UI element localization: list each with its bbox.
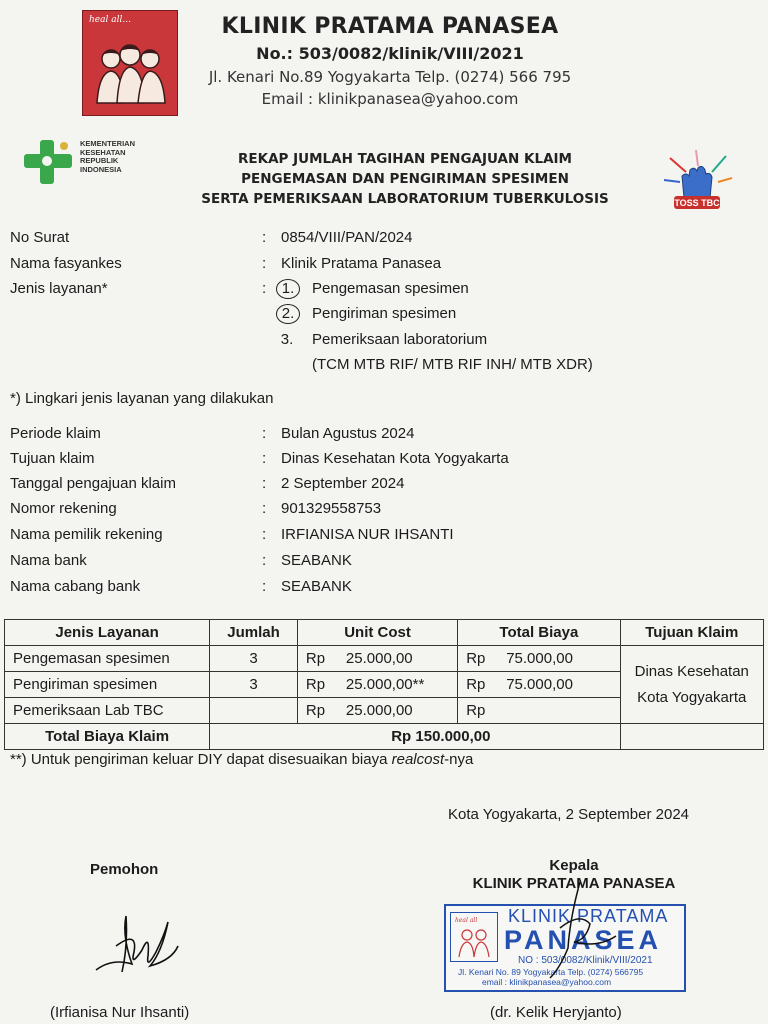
field-value-nomor-rekening: 901329558753: [281, 500, 382, 517]
field-value-no-surat: 0854/VIII/PAN/2024: [281, 229, 413, 246]
service-option-3-number: 3.: [280, 331, 294, 348]
field-colon: :: [262, 255, 267, 272]
field-colon: :: [262, 552, 267, 569]
clinic-email: Email : klinikpanasea@yahoo.com: [261, 90, 519, 108]
amount: 75.000,00: [506, 650, 573, 667]
ministry-emblem-icon: [22, 136, 78, 188]
stamp-line-3: NO : 503/0082/Klinik/VIII/2021: [518, 955, 653, 966]
stamp-line-5: email : klinikpanasea@yahoo.com: [482, 977, 612, 987]
cell-service: Pengemasan spesimen: [5, 646, 210, 672]
ministry-logo-text: KEMENTERIAN KESEHATAN REPUBLIK INDONESIA: [80, 139, 136, 174]
applicant-title: Pemohon: [90, 861, 159, 878]
cell-qty: [210, 698, 298, 724]
field-label-tujuan-klaim: Tujuan klaim: [10, 450, 95, 467]
stamp-logo-text: heal all: [455, 917, 478, 924]
field-label-cabang-bank: Nama cabang bank: [10, 578, 141, 595]
raised-hand-icon: [656, 150, 738, 218]
currency-label: Rp: [305, 702, 326, 719]
circle-instruction-note: *) Lingkari jenis layanan yang dilakukan: [10, 390, 274, 407]
field-colon: :: [262, 229, 267, 246]
field-value-tujuan-klaim: Dinas Kesehatan Kota Yogyakarta: [281, 450, 509, 467]
tujuan-line-2: Kota Yogyakarta: [637, 688, 747, 706]
amount: 25.000,00: [345, 702, 413, 719]
field-label-nomor-rekening: Nomor rekening: [10, 500, 117, 517]
service-option-2: Pengiriman spesimen: [312, 305, 457, 322]
clinic-address: Jl. Kenari No.89 Yogyakarta Telp. (0274) 566 795: [208, 68, 572, 86]
cost-footnote: **) Untuk pengiriman keluar DIY dapat disesuaikan biaya realcost-nya: [10, 751, 474, 768]
cell-qty: 3: [210, 672, 298, 698]
field-value-pemilik-rekening: IRFIANISA NUR IHSANTI: [281, 526, 454, 543]
stamp-line-4: Jl. Kenari No. 89 Yogyakarta Telp. (0274) 566795: [458, 967, 644, 977]
tujuan-line-1: Dinas Kesehatan: [634, 662, 749, 680]
claim-table: [4, 619, 764, 750]
applicant-name: (Irfianisa Nur Ihsanti): [50, 1004, 190, 1021]
field-value-tanggal-pengajuan: 2 September 2024: [281, 475, 405, 492]
ministry-of-health-logo: [22, 136, 172, 188]
toss-tbc-label: TOSS TBC: [674, 198, 720, 208]
cell-total: [458, 646, 620, 672]
field-label-pemilik-rekening: Nama pemilik rekening: [10, 526, 163, 543]
table-row: [5, 646, 764, 672]
amount: 25.000,00**: [345, 676, 425, 693]
field-label-nama-fasyankes: Nama fasyankes: [10, 255, 122, 272]
cell-tujuan-klaim: [620, 646, 763, 724]
field-value-nama-fasyankes: Klinik Pratama Panasea: [281, 255, 442, 272]
stamp-line-1: KLINIK PRATAMA: [508, 906, 669, 926]
table-header-row: [5, 620, 764, 646]
service-option-1: Pengemasan spesimen: [312, 280, 469, 297]
field-colon: :: [262, 475, 267, 492]
stamp-logo: [450, 912, 498, 962]
amount: 75.000,00: [506, 676, 573, 693]
column-header: Tujuan Klaim: [620, 620, 763, 646]
field-value-nama-bank: SEABANK: [281, 552, 352, 569]
clinic-logo-tagline: heal all...: [89, 15, 131, 25]
document-title-line-1: REKAP JUMLAH TAGIHAN PENGAJUAN KLAIM: [238, 151, 572, 167]
column-header: Total Biaya: [458, 620, 620, 646]
sign-place-date: Kota Yogyakarta, 2 September 2024: [448, 806, 690, 823]
cell-unit-cost: [297, 698, 457, 724]
head-title: Kepala: [549, 857, 599, 874]
head-clinic-name: KLINIK PRATAMA PANASEA: [472, 875, 676, 892]
service-option-3-detail: (TCM MTB RIF/ MTB RIF INH/ MTB XDR): [312, 356, 593, 373]
field-colon: :: [262, 280, 267, 297]
field-label-tanggal-pengajuan: Tanggal pengajuan klaim: [10, 475, 176, 492]
cell-total: [458, 698, 620, 724]
currency-label: Rp: [466, 650, 486, 667]
field-label-jenis-layanan: Jenis layanan*: [10, 280, 108, 297]
applicant-signature: [92, 906, 182, 982]
clinic-license-number: No.: 503/0082/klinik/VIII/2021: [256, 44, 524, 63]
cell-unit-cost: [297, 646, 457, 672]
field-colon: :: [262, 425, 267, 442]
currency-label: Rp: [305, 676, 326, 693]
total-label: Total Biaya Klaim: [5, 724, 210, 750]
field-value-cabang-bank: SEABANK: [281, 578, 352, 595]
head-signature: [520, 878, 630, 988]
currency-label: Rp: [466, 676, 486, 693]
stamp-line-2: PANASEA: [504, 925, 663, 955]
amount: 25.000,00: [345, 650, 413, 667]
clinic-name: KLINIK PRATAMA PANASEA: [221, 14, 559, 39]
cell-total: [458, 672, 620, 698]
field-colon: :: [262, 450, 267, 467]
column-header: Jumlah: [210, 620, 298, 646]
table-total-row: [5, 724, 764, 750]
cell-service: Pemeriksaan Lab TBC: [5, 698, 210, 724]
cell-service: Pengiriman spesimen: [5, 672, 210, 698]
column-header: Jenis Layanan: [5, 620, 210, 646]
total-value: Rp 150.000,00: [210, 724, 620, 750]
field-colon: :: [262, 500, 267, 517]
field-label-nama-bank: Nama bank: [10, 552, 87, 569]
field-colon: :: [262, 578, 267, 595]
document-title-line-3: SERTA PEMERIKSAAN LABORATORIUM TUBERKULOSIS: [201, 191, 609, 207]
stamp-family-icon: [451, 913, 497, 961]
field-label-periode-klaim: Periode klaim: [10, 425, 101, 442]
service-option-1-number-circled: 1.: [276, 279, 300, 299]
column-header: Unit Cost: [297, 620, 457, 646]
field-colon: :: [262, 526, 267, 543]
clinic-logo: [82, 10, 178, 116]
family-illustration: [83, 11, 177, 115]
field-label-no-surat: No Surat: [10, 229, 70, 246]
field-value-periode-klaim: Bulan Agustus 2024: [281, 425, 415, 442]
service-option-3: Pemeriksaan laboratorium: [312, 331, 488, 348]
document-title-line-2: PENGEMASAN DAN PENGIRIMAN SPESIMEN: [241, 171, 569, 187]
cell-unit-cost: [297, 672, 457, 698]
currency-label: Rp: [305, 650, 326, 667]
cell-empty: [620, 724, 763, 750]
service-option-2-number-circled: 2.: [276, 304, 300, 324]
cell-qty: 3: [210, 646, 298, 672]
currency-label: Rp: [466, 702, 486, 719]
toss-tbc-logo: [656, 150, 738, 218]
head-name: (dr. Kelik Heryjanto): [490, 1004, 622, 1021]
